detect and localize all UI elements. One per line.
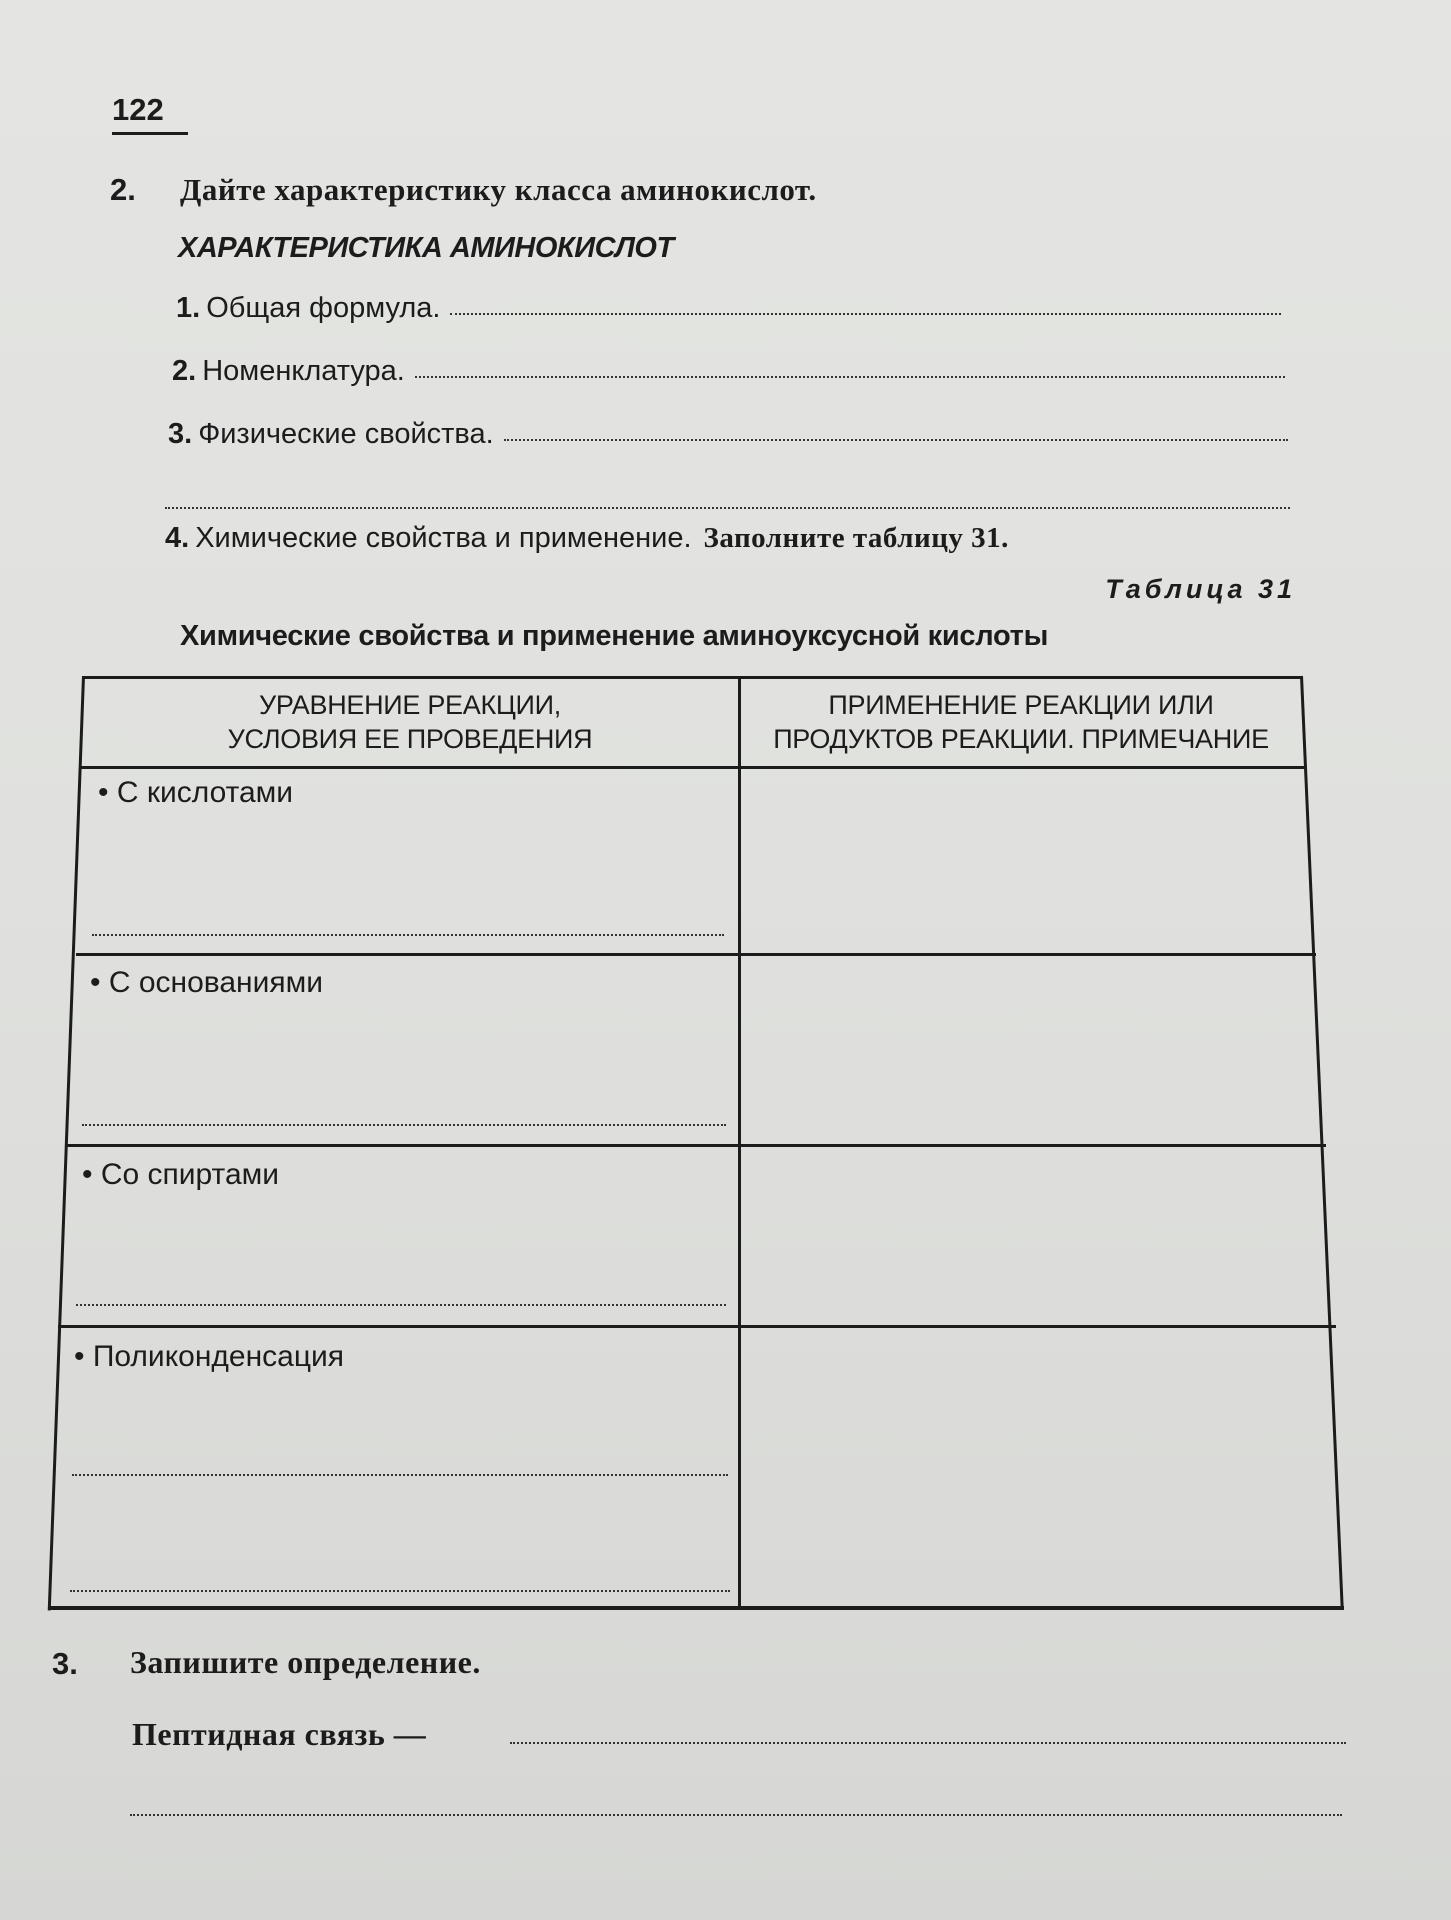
header-line: УСЛОВИЯ ЕЕ ПРОВЕДЕНИЯ [227, 724, 593, 754]
table-column-divider [738, 676, 741, 1608]
item-label: Номенклатура. [202, 355, 405, 387]
item-physical-properties [168, 418, 1288, 451]
task-3-number: 3. [52, 1646, 78, 1681]
definition-answer-line[interactable] [510, 1742, 1346, 1744]
table-border-top [82, 676, 1302, 679]
item-number: 2. [172, 355, 197, 387]
page-number: 122 [112, 92, 164, 127]
item-number: 3. [168, 418, 193, 450]
task-3-text: Запишите определение. [130, 1644, 481, 1680]
page-number-underline [112, 132, 188, 135]
term-peptide-bond: Пептидная связь — [132, 1716, 427, 1752]
item-instruction: Заполните таблицу 31. [703, 522, 1009, 554]
item-label: Физические свойства. [198, 418, 494, 450]
table-border-right [1300, 676, 1344, 1607]
table-border-bottom [48, 1606, 1344, 1610]
answer-line-extra[interactable] [165, 507, 1290, 509]
row-label-acids: • С кислотами [98, 776, 294, 809]
table-title: Химические свойства и применение аминоуксусной кислоты [180, 620, 1049, 652]
header-line: ПРОДУКТОВ РЕАКЦИИ. ПРИМЕЧАНИЕ [773, 724, 1269, 754]
table-row-divider [58, 1325, 1336, 1328]
answer-line[interactable] [70, 1590, 730, 1592]
item-number: 4. [165, 522, 190, 554]
answer-line[interactable] [504, 439, 1288, 441]
answer-line[interactable] [72, 1474, 728, 1476]
definition-answer-line[interactable] [130, 1814, 1342, 1816]
section-heading: ХАРАКТЕРИСТИКА АМИНОКИСЛОТ [178, 232, 674, 264]
item-nomenclature [172, 355, 1285, 388]
row-label-polycondensation: • Поликонденсация [74, 1340, 345, 1373]
item-general-formula [176, 292, 1281, 325]
table-caption: Таблица 31 [1105, 574, 1296, 604]
header-line: ПРИМЕНЕНИЕ РЕАКЦИИ ИЛИ [828, 690, 1214, 720]
answer-line[interactable] [450, 313, 1281, 315]
header-reaction-equation [160, 688, 660, 756]
answer-line[interactable] [76, 1304, 726, 1306]
task-2-number: 2. [110, 172, 136, 207]
answer-line[interactable] [415, 376, 1285, 378]
table-header-divider [80, 766, 1305, 769]
item-chemical-properties [165, 522, 1009, 555]
table-row-divider [66, 1144, 1326, 1147]
row-label-bases: • С основаниями [90, 966, 324, 999]
answer-line[interactable] [92, 934, 724, 936]
row-label-alcohols: • Со спиртами [82, 1158, 280, 1191]
task-2-text: Дайте характеристику класса аминокислот. [180, 172, 817, 207]
item-number: 1. [176, 292, 201, 324]
item-label: Химические свойства и применение. [195, 522, 692, 554]
answer-line[interactable] [82, 1124, 726, 1126]
header-line: УРАВНЕНИЕ РЕАКЦИИ, [259, 690, 561, 720]
item-label: Общая формула. [206, 292, 441, 324]
header-application [741, 688, 1301, 756]
table-row-divider [76, 953, 1316, 956]
